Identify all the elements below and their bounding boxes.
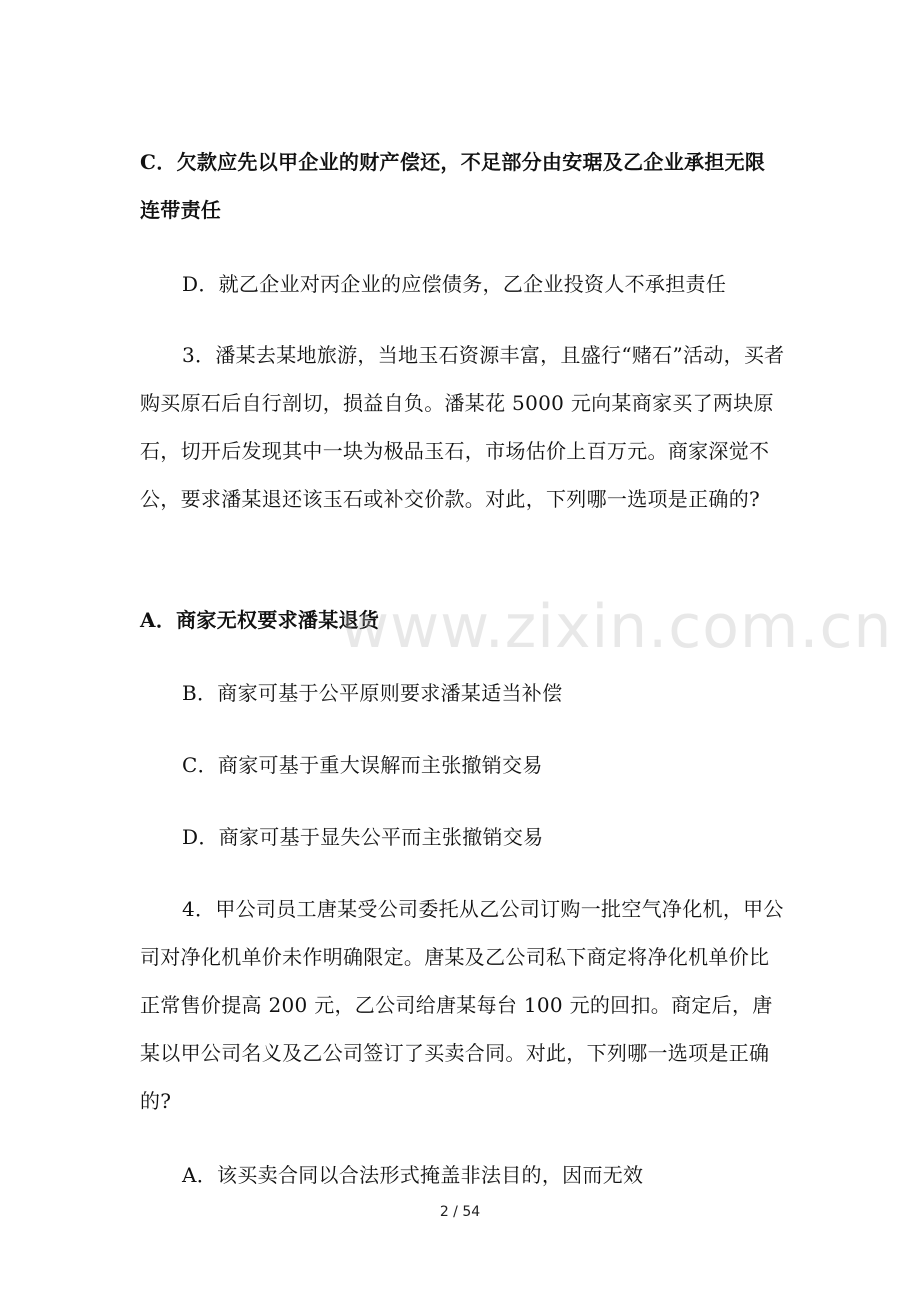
question-4-text: 4．甲公司员工唐某受公司委托从乙公司订购一批空气净化机，甲公司对净化机单价未作明确限定。唐某及乙公司私下商定将净化机单价比正常售价提高 200 元，乙公司给唐某每台 100 元的回扣。商定后，唐某以甲公司名义及乙公司签订了买卖合同。对此，下列哪一选项是正确的? <box>140 897 784 1113</box>
question-3-text: 3．潘某去某地旅游，当地玉石资源丰富，且盛行“赌石”活动，买者购买原石后自行剖切，损益自负。潘某花 5000 元向某商家买了两块原石，切开后发现其中一块为极品玉石，市场估价上百万元。商家深觉不公，要求潘某退还该玉石或补交价款。对此，下列哪一选项是正确的? <box>140 343 785 511</box>
option-d-paragraph: D．就乙企业对丙企业的应偿债务，乙企业投资人不承担责任 <box>182 272 727 296</box>
question-3-option-a: A．商家无权要求潘某退货 <box>140 608 380 632</box>
watermark: www.zixin.com.cn <box>340 592 893 662</box>
question-3-option-c: C．商家可基于重大误解而主张撤销交易 <box>182 753 543 777</box>
question-3-option-b: B．商家可基于公平原则要求潘某适当补偿 <box>182 681 563 705</box>
option-c-paragraph: C．欠款应先以甲企业的财产偿还，不足部分由安琚及乙企业承担无限连带责任 <box>140 150 766 222</box>
question-4-option-a: A．该买卖合同以合法形式掩盖非法目的，因而无效 <box>182 1163 644 1187</box>
page-number: 2 / 54 <box>439 1204 481 1220</box>
question-3-option-d: D．商家可基于显失公平而主张撤销交易 <box>182 825 544 849</box>
